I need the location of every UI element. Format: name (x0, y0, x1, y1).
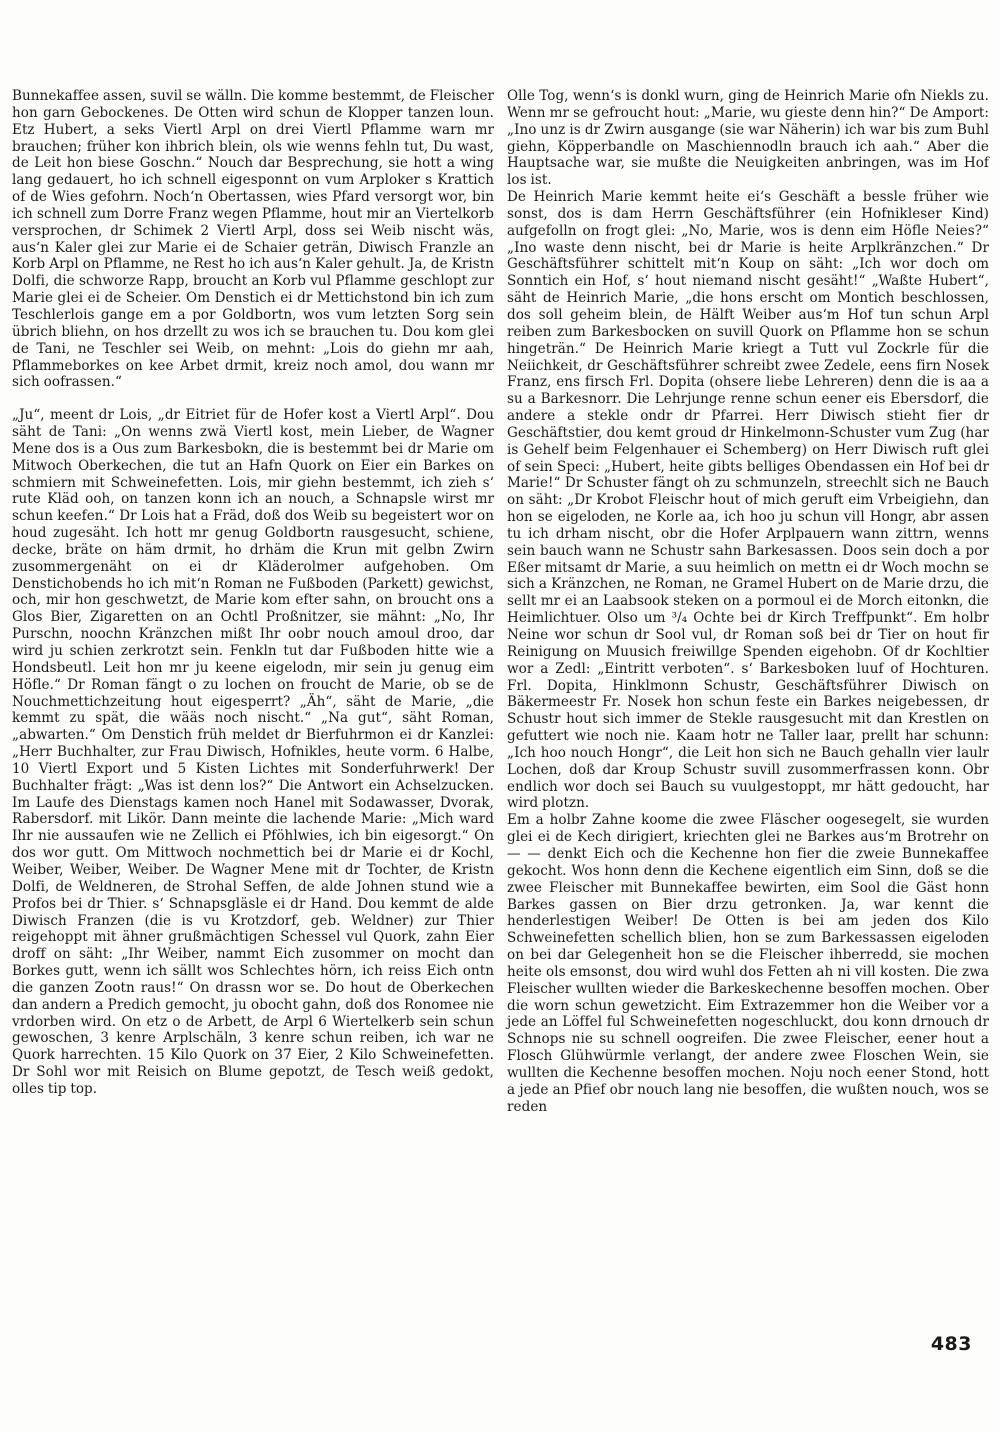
left-column (12, 88, 494, 1098)
paragraph: Bunnekaffee assen, suvil se wälln. Die komme bestemmt, de Fleischer hon garn Gebockenes. De Otten wird schun de Klopper tanzen loun. Etz Hubert, a seks Viertl Arpl on drei Viertl Pflamme warn mr brauchen; früher kon ihbrich blein, ols wie wenns fehln tut, Du wast, de Leit hon biese Goschn.“ Nouch dar Besprechung, sie hott a wing lang gedauert, ho ich schnell eigesponnt on vum Arploker s Krattich of de Wies gefohrn. Noch‘n Obertassen, wies Pfard versorgt wor, bin ich schnell zum Dorre Franz wegen Pflamme, hout mir an Viertelkorb versprochen, dr Schimek 2 Viertl Arpl, doss sei Weib nischt wäs, aus‘n Kaler glei zur Marie ei de Schaier geträn, Diwisch Franzle an Korb Arpl on Pflamme, ne Rest ho ich aus‘n Kaler gehult. Ja, de Kristn Dolfi, die schworze Rapp, broucht an Korb vul Pflamme geschlopt zur Marie glei ei de Scheier. Om Denstich ei dr Mettichstond bin ich zum Teschlerlois gange em a por Goldbortn, wos vum letzten Sorg sein übrich bliehn, on hos drzellt zu wos ich se brauchen tu. Dou kom glei de Tani, ne Teschler sei Weib, on mehnt: „Lois do giehn mr aah, Pflammeborkes on kee Arbet drmit, kreiz noch amol, dou wann mr sich oofrassen.“ (12, 88, 494, 391)
paragraph: De Heinrich Marie kemmt heite ei‘s Geschäft a bessle früher wie sonst, dos is dam Herrn Geschäftsführer (ein Hofnikleser Kind) aufgefolln on frogt glei: „No, Marie, wos is denn eim Höfle Neies?“ „Ino waste denn nischt, bei dr Marie is heite Arplkränzchen.“ Dr Geschäftsführer schittelt mit‘n Koup on säht: „Ich wor doch om Sonntich ein Hof, s‘ hout niemand nischt gesäht!“ „Waßte Hubert“, säht de Heinrich Marie, „die hons erscht om Montich beschlossen, dos soll geheim blein, de Hälft Weiber aus‘m Hof tun schun Arpl reiben zum Barkesbocken on suvill Quork on Pflamme hon se schun hingeträn.“ De Heinrich Marie kriegt a Tutt vul Zockrle für die Neiichkeit, dr Geschäftsführer schreibt zwee Zedele, eens firn Nosek Franz, ens firsch Frl. Dopita (ohsere liebe Lehreren) denn die is aa a su a Barkesnorr. Die Lehrjunge renne schun eener eis Ebersdorf, die andere a stekle ondr dr Pfarrei. Herr Diwisch stieht fier dr Geschäftstier, dou kemt groud dr Hinkelmonn-Schuster vum Zug (har is Gehelf beim Felgenhauer ei Schemberg) on Herr Diwisch ruft glei of sein Speci: „Hubert, heite gibts belliges Obendassen ein Hof bei dr Marie!“ Dr Schuster fängt oh zu schmunzeln, streechlt sich ne Bauch on säht: „Dr Krobot Fleischr hout of mich geruft eim Vrbeigiehn, dan hon se eigeloden, ne Korle aa, ich hoo ju schun vill Hongr, abr assen tu ich drham nischt, obr die Hofer Arplpauern wann zittrn, wenns sein bauch wann ne Schustr sahn Barkesassen. Doos sein doch a por Eßer mitsamt dr Marie, a suu heimlich on mettn ei dr Woch mochn se sich a Kränzchen, ne Roman, ne Gramel Hubert on de Marie drzu, die sellt mr ei an Laabsook steken on a pormoul ei de Morch eitonkn, die Heimlichtuer. Olso um ³/₄ Ochte bei dr Kirch Treffpunkt“. Em holbr Neine wor schun dr Sool vul, dr Roman soß bei dr Tier on hout fir Reinigung on Muusich freiwillge Spenden eigehobn. Of dr Kochltier wor a Zedl: „Eintritt verboten“. s‘ Barkesboken luuf of Hochturen. Frl. Dopita, Hinklmonn Schustr, Geschäftsführer Diwisch on Bäkermeestr Fr. Nosek hon schun feste ein Barkes neigebessen, dr Schustr hout sich immer de Stekle rausgesucht mit dan Krestlen on gefuttert wie noch nie. Kaam hotr ne Taller laar, prellt har schunn: „Ich hoo nouch Hongr“, die Leit hon sich ne Bauch gehalln vier laulr Lochen, doß dar Kroup Schustr suvill zusommerfrassen konn. Obr endlich wor doch sei Bauch su vuulgestoppt, mr hätt gedoucht, har wird plotzn. (507, 189, 989, 812)
page-number: 483 (930, 1333, 972, 1355)
paragraph: Em a holbr Zahne koome die zwee Fläscher oogesegelt, sie wurden glei ei de Kech dirigiert, kriechten glei ne Barkes aus‘m Brotrehr on — — denkt Eich och die Kechenne hon fier die zweie Bunnekaffee gekocht. Wos honn denn die Kechene eigentlich eim Sinn, doß se die zwee Fleischer mit Bunnekaffee bewirten, eim Sool die Gäst honn Barkes gassen on Bier drzu getronken. Ja, war kennt die henderlestigen Weiber! De Otten is bei am jeden dos Kilo Schweinefetten schellich blien, hon se zum Barkessassen eigeloden on bei dar Gelegenheit hon se die Fleischer ihberredd, sie mochen heite ols emsonst, dou wird wuhl dos Fetten ah ni vill kosten. Die zwa Fleischer wullten wieder die Barkeskechenne besoffen mochen. Ober die worn schun gewetzicht. Eim Extrazemmer hon die Weiber vor a jede an Löffel ful Schweinefetten nogeschluckt, dou konn drnouch dr Schnops nie su schnell oogreifen. Die zwee Fleischer, eener hout a Flosch Glühwürmle verlangt, der andere zwee Floschen Wein, sie wullten die Kechenne besoffen mochen. Noju noch eener Stond, hott a jede an Pfief obr nouch lang nie besoffen, die wußten nouch, wos se reden (507, 812, 989, 1115)
paragraph: „Ju“, meent dr Lois, „dr Eitriet für de Hofer kost a Viertl Arpl“. Dou säht de Tani: „On wenns zwä Viertl kost, mein Lieber, de Wagner Mene dos is a Ous zum Barkesbokn, die is bestemmt bei dr Marie om Mitwoch Oberkechen, die tut an Hafn Quork on Eier ein Barkes on schmiern mit Schweinefetten. Lois, mir giehn bestemmt, ich zieh s‘ rute Kläd ooh, on tanzen konn ich an nouch, a Schnapsle wirst mr schun keefen.“ Dr Lois hat a Fräd, doß dos Weib su begeistert wor on houd zugesäht. Ich hott mr genug Goldbortn rausgesucht, schiene, decke, bräte on häm drmit, ho drhäm die Krun mit gelbn Zwirn zusommergenäht on ei dr Kläderolmer aufgehoben. Om Denstichobends ho ich mit‘n Roman ne Fußboden (Parkett) gewichst, och, mir hon geschwetzt, de Marie kom efter sahn, on broucht ons a Glos Bier, Zigaretten on an Ochtl Proßnitzer, sie mähnt: „No, Ihr Purschn, noochn Kränzchen mißt Ihr oobr nouch amoul droo, dar wird ju schien zerkrotzt sein. Fenkln tut dar Fußboden hitte wie a Hondsbeutl. Leit hon mr ju keene eigelodn, mir sein ju genug eim Höfle.“ Dr Roman fängt o zu lochen on froucht de Marie, ob se de Nouchmettichzeitung hout eigesperrt? „Äh“, säht de Marie, „die kemmt zu spät, die wääs noch nischt.“ „Na gut“, säht Roman, „abwarten.“ Om Denstich früh meldet dr Bierfuhrmon ei dr Kanzlei: „Herr Buchhalter, zur Frau Diwisch, Hofnikles, heute vorm. 6 Halbe, 10 Viertl Export und 5 Kisten Lichtes mit Sonderfuhrwerk! Der Buchhalter frägt: „Was ist denn los?“ Die Antwort ein Achselzucken. Im Laufe des Dienstags kamen noch Hanel mit Sodawasser, Dvorak, Rabersdorf. mit Likör. Dann meinte die lachende Marie: „Mich ward Ihr nie aussaufen wie ne Zellich ei Pföhlwies, ich bin eigesorgt.“ On dos wor gutt. Om Mittwoch nochmettich bei dr Marie ei dr Kochl, Weiber, Weiber, Weiber. De Wagner Mene mit dr Tochter, de Kristn Dolfi, de Weldneren, de Strohal Seffen, de alde Johnen stund wie a Profos bei dr Thier. s‘ Schnapsgläsle ei dr Hand. Dou kemmt de alde Diwisch Franzen (die is vu Krotzdorf, geb. Weldner) zur Thier reigehoppt mit ähner grußmächtigen Schessel vul Quork, zahn Eier droff on säht: „Ihr Weiber, nammt Eich zusommer on mocht dan Borkes gutt, wenn ich sällt wos Schlechtes hörn, ich reiss Eich ontn die ganzen Zootn raus!“ On drassn wor se. Do hout de Oberkechen dan andern a Predich gemocht, ju obocht gahn, doß dos Ronomee nie vrdorben wird. On etz o de Arbett, de Arpl 6 Wiertelkerb sein schun gewoschen, 3 kenre Arplschäln, 3 kenre schun reiben, ich war ne Quork harrechten. 15 Kilo Quork on 37 Eier, 2 Kilo Schweinefetten. Dr Sohl wor mit Reisich on Blume gepotzt, de Tesch weiß gedokt, olles tip top. (12, 407, 494, 1097)
paragraph: Olle Tog, wenn‘s is donkl wurn, ging de Heinrich Marie ofn Niekls zu. Wenn mr se gefroucht hout: „Marie, wu gieste denn hin?“ De Amport: „Ino unz is dr Zwirn ausgange (sie war Näherin) ich war bis zum Buhl giehn, Köpperbandle on Maschiennodln brauch ich aah.“ Aber die Hauptsache war, sie mußte die Neuigkeiten anbringen, was im Hof los ist. (507, 88, 989, 189)
right-column (507, 88, 989, 1115)
